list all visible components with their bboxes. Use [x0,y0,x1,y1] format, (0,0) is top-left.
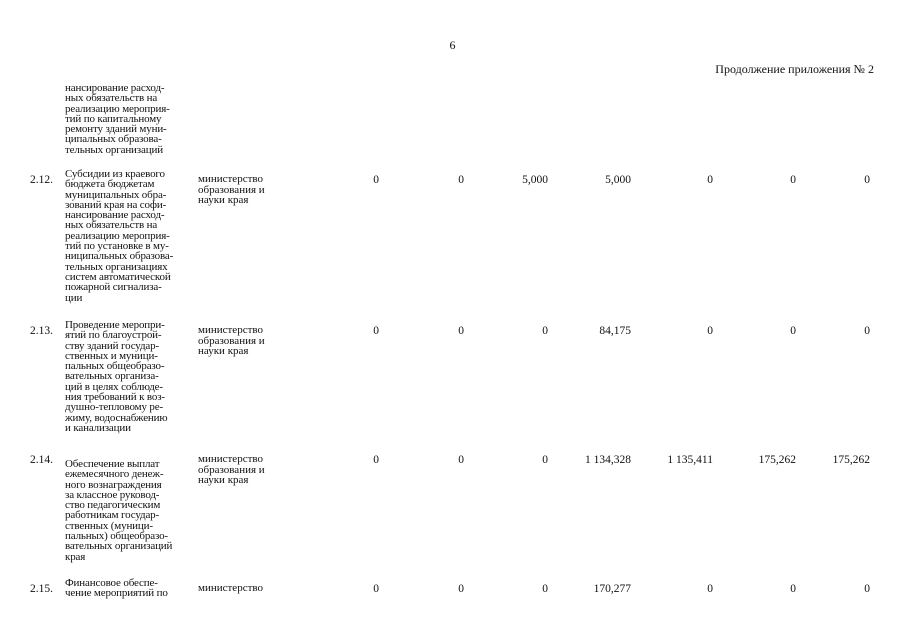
value-cell: 0 [458,325,464,337]
row-department: министерство образования и науки края [198,453,265,486]
value-cell: 1 135,411 [667,454,713,466]
page-number: 6 [449,38,456,52]
row-description: Обеспечение выплат ежемесячного денеж- ного вознаграждения за классное руковод- ство педагогическим работникам государ- ственных (муници- пальных) общеобразо- вательных организаций края [65,458,173,563]
row-department: министерство образования и науки края [198,173,265,206]
value-cell: 84,175 [599,325,631,337]
value-cell: 0 [707,325,713,337]
value-cell: 0 [373,174,379,186]
value-cell: 0 [707,583,713,595]
row-number: 2.15. [30,583,53,595]
row-department: министерство [198,582,264,594]
value-cell: 0 [864,174,870,186]
row-description-fragment: нансирование расход- ных обязательств на реализацию мероприя- тий по капитальному ремонту зданий муни- ципальных образова- тельных организаций [65,82,170,156]
continuation-label: Продолжение приложения № 2 [715,62,874,76]
value-cell: 0 [542,325,548,337]
value-cell: 1 134,328 [585,454,631,466]
value-cell: 175,262 [758,454,796,466]
value-cell: 0 [373,583,379,595]
value-cell: 0 [542,454,548,466]
value-cell: 0 [458,174,464,186]
row-number: 2.14. [30,454,53,466]
value-cell: 0 [790,174,796,186]
row-number: 2.12. [30,174,53,186]
value-cell: 0 [373,325,379,337]
value-cell: 0 [458,454,464,466]
row-description: Финансовое обеспе- чение мероприятий по [65,577,168,600]
value-cell: 0 [707,174,713,186]
row-description: Субсидии из краевого бюджета бюджетам муниципальных обра- зований края на софи- нансирование расход- ных обязательств на реализацию мероприя- тий по установке в му- ниципальных образова- тельных организациях систем автоматической пожарной сигнализа- ции [65,168,174,304]
value-cell: 175,262 [832,454,870,466]
value-cell: 0 [458,583,464,595]
row-department: министерство образования и науки края [198,324,265,357]
value-cell: 0 [864,583,870,595]
row-description: Проведение меропри- ятий по благоустрой- ству зданий государ- ственных и муници- пальных общеобразо- вательных организа- ций в целях соблюде- ния требований к воз- душно-тепловому ре- жиму, водоснабжению и канализации [65,319,168,434]
value-cell: 5,000 [605,174,631,186]
value-cell: 0 [790,325,796,337]
value-cell: 170,277 [593,583,631,595]
value-cell: 0 [542,583,548,595]
value-cell: 0 [790,583,796,595]
value-cell: 5,000 [522,174,548,186]
value-cell: 0 [373,454,379,466]
value-cell: 0 [864,325,870,337]
row-number: 2.13. [30,325,53,337]
